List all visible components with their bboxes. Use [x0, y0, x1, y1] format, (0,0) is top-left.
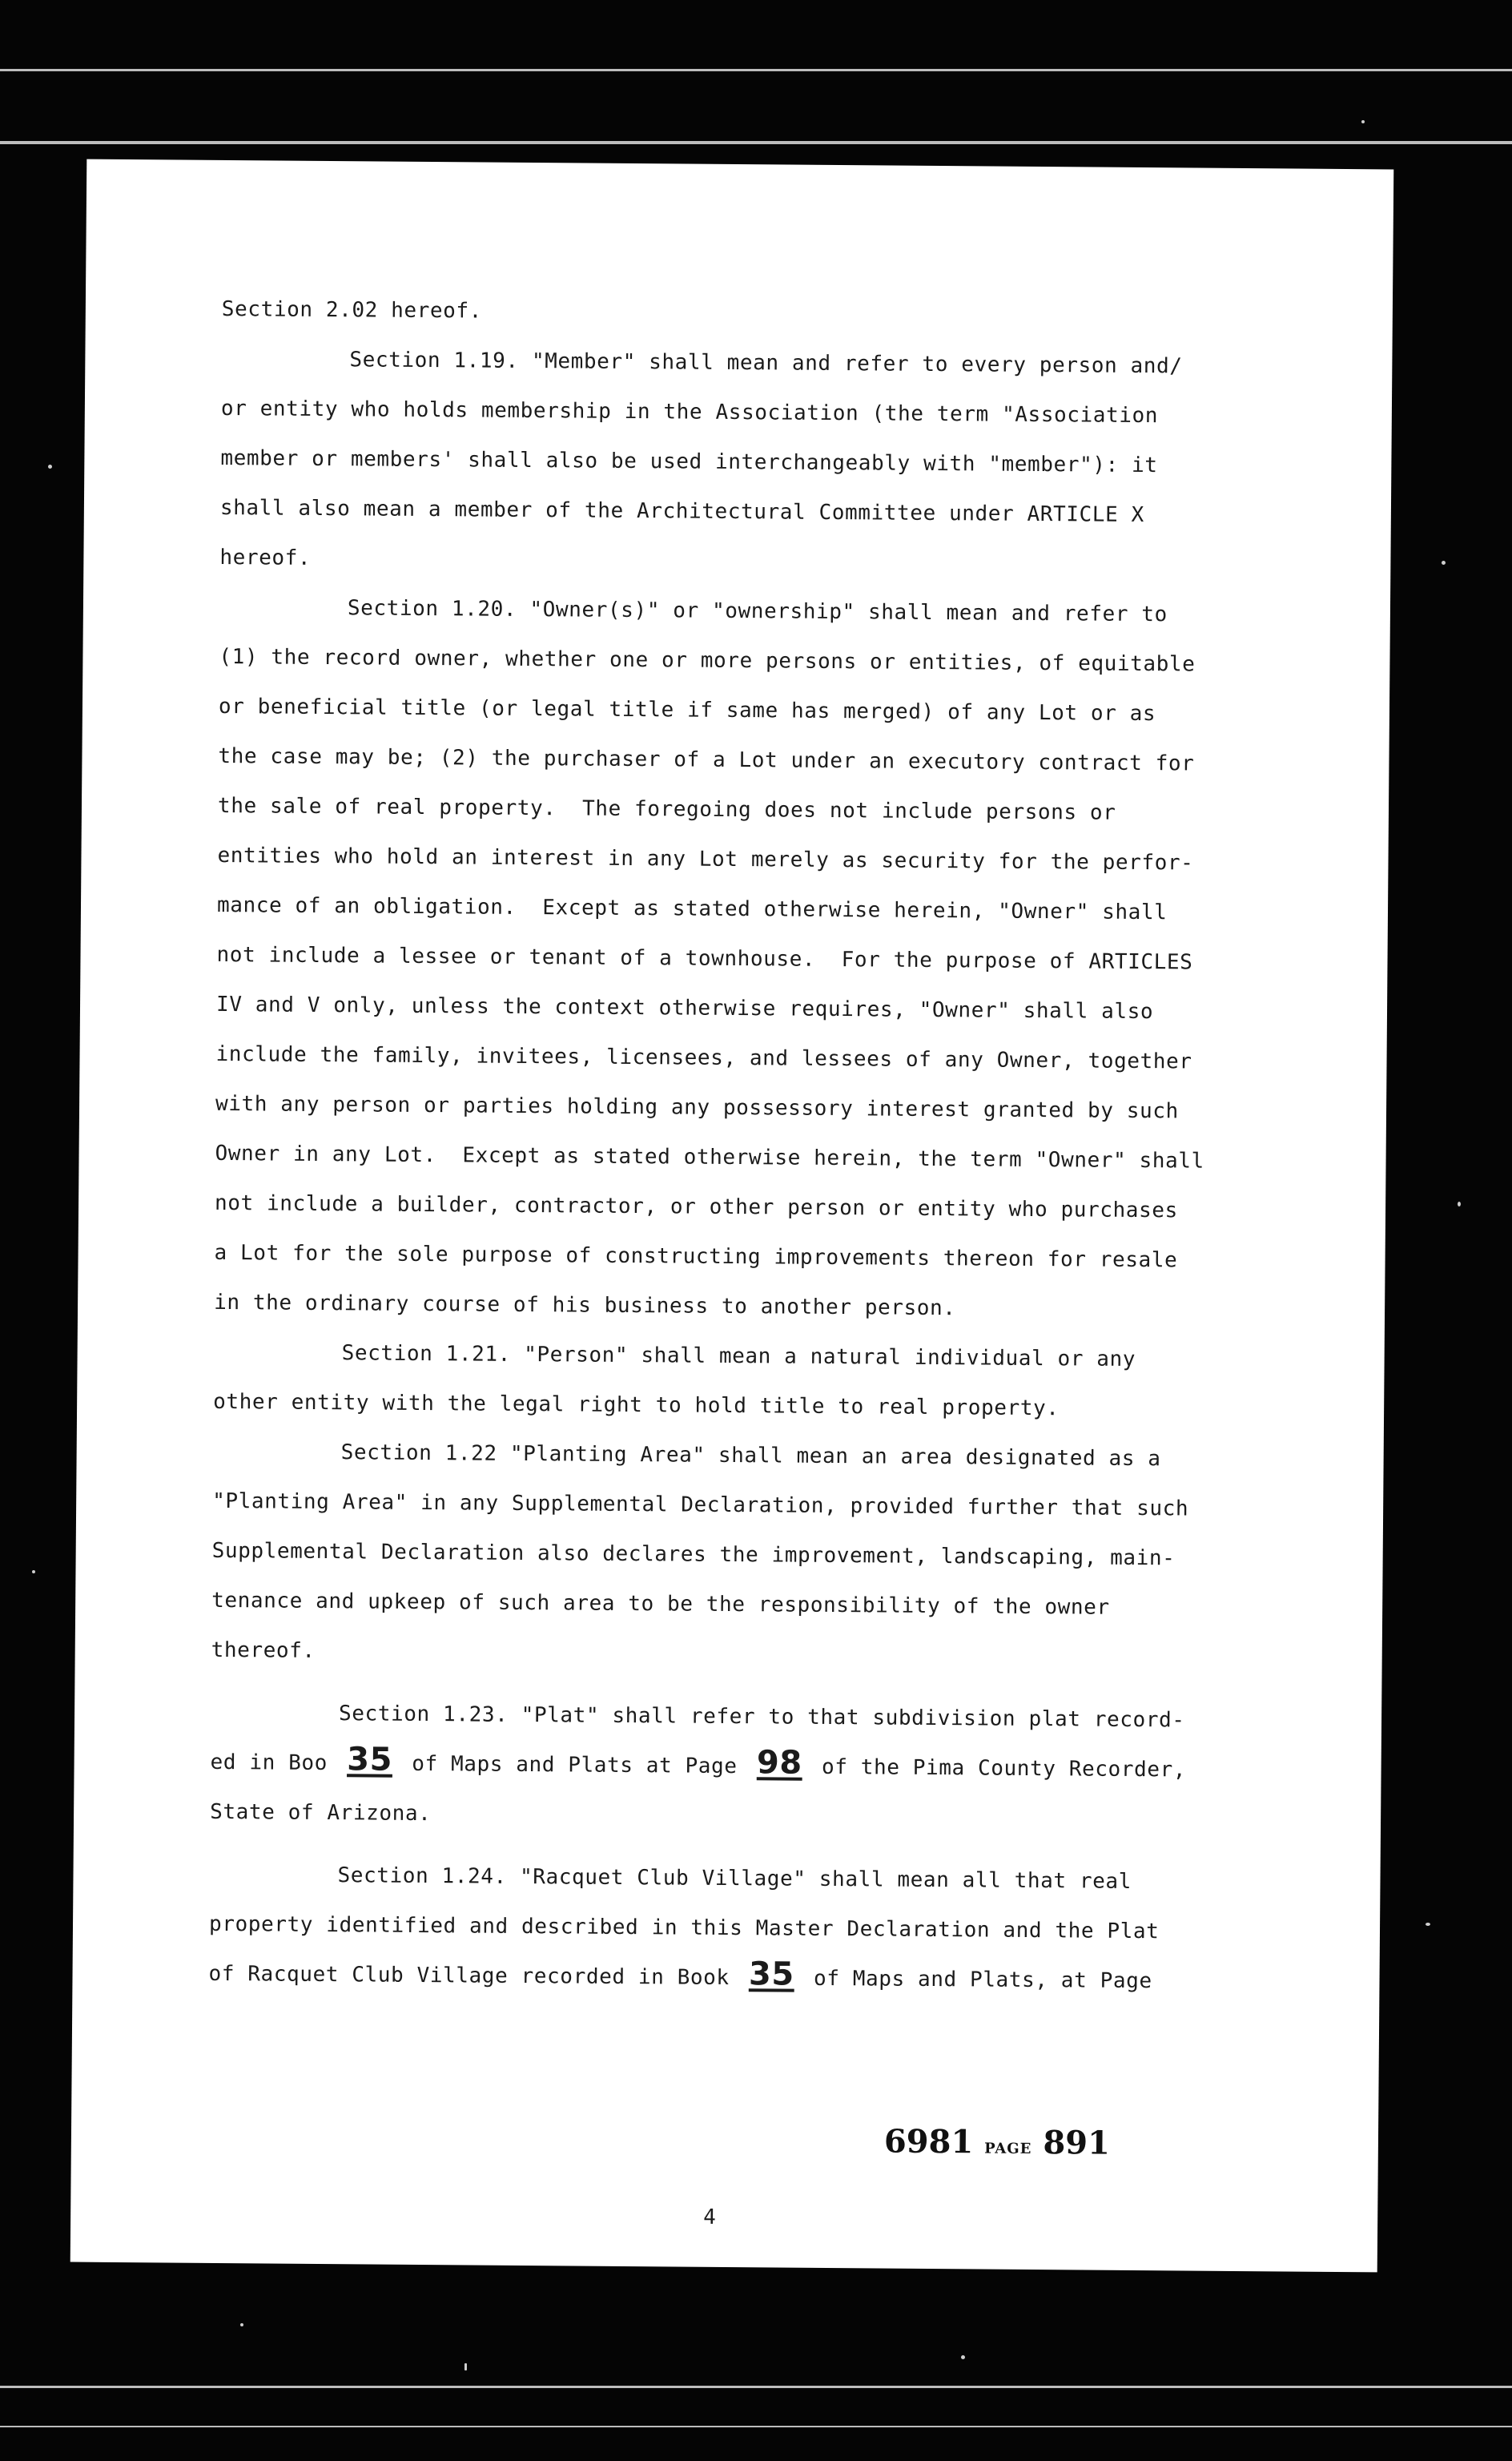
scan-speck: [1442, 561, 1446, 565]
text-line: or entity who holds membership in the Association (the term "Association: [220, 396, 1159, 429]
document-body: [208, 284, 1263, 2007]
text-line: shall also mean a member of the Architectural Committee under ARTICLE X: [219, 495, 1145, 528]
text-line: a Lot for the sole purpose of constructing improvements thereon for resale: [214, 1240, 1178, 1273]
text-line: (1) the record owner, whether one or more persons or entities, of equitable: [219, 644, 1196, 677]
text-line: Supplemental Declaration also declares the improvement, landscaping, main-: [211, 1538, 1176, 1571]
recorder-docket-stamp: [884, 2123, 1110, 2162]
text-fragment: of Maps and Plats, at Page: [813, 1966, 1152, 1994]
text-fragment: of Maps and Plats at Page: [412, 1751, 738, 1779]
text-line: Section 2.02 hereof.: [221, 296, 483, 324]
scan-border-line: [0, 2386, 1512, 2388]
text-fragment: of Racquet Club Village recorded in Book: [208, 1961, 730, 1991]
section-1-20-heading-line: Section 1.20. "Owner(s)" or "ownership" shall mean and refer to: [347, 596, 1168, 627]
text-fragment: of the Pima County Recorder,: [821, 1754, 1187, 1782]
text-line: member or members' shall also be used interchangeably with "member"): it: [220, 445, 1158, 478]
document-page: [70, 159, 1394, 2273]
text-line: tenance and upkeep of such area to be the responsibility of the owner: [211, 1588, 1110, 1620]
text-line: State of Arizona.: [210, 1799, 432, 1827]
text-line: not include a builder, contractor, or other person or entity who purchases: [214, 1190, 1178, 1223]
text-line: other entity with the legal right to hold title to real property.: [213, 1389, 1060, 1421]
text-line: include the family, invitees, licensees, and lessees of any Owner, together: [215, 1041, 1192, 1074]
scan-speck: [464, 2363, 467, 2370]
text-fragment: ed in Boo: [210, 1750, 328, 1776]
docket-page-label: PAGE: [984, 2140, 1032, 2157]
docket-page-number: 891: [1043, 2124, 1111, 2162]
scan-speck: [1426, 1923, 1430, 1926]
section-1-21-heading-line: Section 1.21. "Person" shall mean a natural individual or any: [341, 1341, 1136, 1371]
handwritten-book-number: 35: [748, 1956, 795, 1993]
scan-speck: [961, 2355, 965, 2359]
text-line: with any person or parties holding any possessory interest granted by such: [215, 1091, 1179, 1124]
text-line: mance of an obligation. Except as stated otherwise herein, "Owner" shall: [216, 892, 1168, 925]
text-line: thereof.: [211, 1637, 316, 1663]
scan-speck: [1458, 1202, 1461, 1206]
section-1-22-heading-line: Section 1.22 "Planting Area" shall mean an area designated as a: [340, 1440, 1161, 1472]
scan-speck: [1361, 120, 1365, 123]
recording-reference-line: [210, 1738, 1251, 1795]
text-line: or beneficial title (or legal title if same has merged) of any Lot or as: [218, 694, 1156, 727]
scan-speck: [240, 2323, 243, 2326]
text-line: the case may be; (2) the purchaser of a Lot under an executory contract for: [218, 743, 1195, 776]
handwritten-page-number: 98: [756, 1744, 802, 1782]
text-line: not include a lessee or tenant of a townhouse. For the purpose of ARTICLES: [216, 942, 1193, 975]
recording-reference-line: [208, 1949, 1249, 2007]
scan-speck: [32, 1570, 35, 1573]
text-line: in the ordinary course of his business to another person.: [214, 1290, 956, 1321]
text-line: "Planting Area" in any Supplemental Declaration, provided further that such: [212, 1488, 1189, 1521]
text-line: Owner in any Lot. Except as stated otherwise herein, the term "Owner" shall: [215, 1141, 1204, 1174]
scan-border-line: [0, 141, 1512, 144]
section-1-24-heading-line: Section 1.24. "Racquet Club Village" shall mean all that real: [337, 1863, 1132, 1894]
section-1-23-heading-line: Section 1.23. "Plat" shall refer to that subdivision plat record-: [338, 1702, 1185, 1733]
text-line: IV and V only, unless the context otherwise requires, "Owner" shall also: [215, 992, 1154, 1025]
section-1-19-heading-line: Section 1.19. "Member" shall mean and refer to every person and/: [349, 348, 1183, 379]
text-line: hereof.: [219, 545, 312, 570]
text-line: property identified and described in this Master Declaration and the Plat: [208, 1911, 1160, 1944]
scan-border-line: [0, 2426, 1512, 2427]
docket-book-number: 6981: [883, 2122, 974, 2161]
text-line: entities who hold an interest in any Lot merely as security for the perfor-: [217, 843, 1194, 876]
page-number: 4: [703, 2205, 716, 2229]
scan-border-line: [0, 69, 1512, 71]
scan-speck: [48, 465, 52, 469]
handwritten-book-number: 35: [347, 1741, 393, 1778]
text-line: the sale of real property. The foregoing does not include persons or: [217, 793, 1116, 825]
